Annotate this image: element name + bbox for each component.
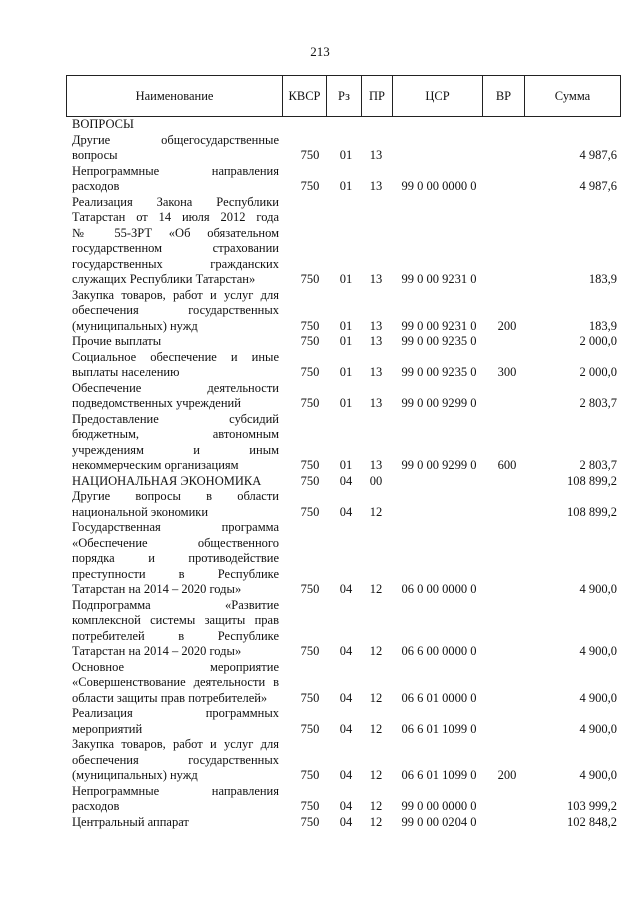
row-name-line: Прочие выплаты [72,334,162,348]
cell-pr: 13 [369,179,383,193]
row-name-line: (муниципальных) нужд [72,768,198,782]
cell-kvsr: 750 [300,504,320,519]
cell-pr: 13 [369,148,383,162]
cell-rz: 04 [339,814,353,829]
row-name-line: Закупка товаров, работ и услуг для [72,287,279,302]
table-header [66,75,621,117]
cell-rz: 01 [339,148,353,162]
row-name-line: Татарстан на 2014 – 2020 годы» [72,582,242,596]
cell-rz: 04 [339,644,353,658]
row-name-line: Подпрограмма «Развитие [72,597,279,612]
cell-pr: 13 [369,458,383,472]
cell-rz: 01 [339,334,353,348]
table-row [0,288,640,335]
row-name-line: (муниципальных) нужд [72,318,198,333]
row-name [72,117,279,133]
table-row [0,381,640,412]
cell-rz: 01 [339,396,353,410]
row-name-line: ВОПРОСЫ [72,117,134,131]
cell-kvsr: 750 [300,334,320,348]
table-row [0,737,640,784]
table-row [0,489,640,520]
row-name-line: Закупка товаров, работ и услуг для [72,737,279,751]
cell-sum: 108 899,2 [567,504,617,519]
cell-rz: 04 [339,799,353,813]
cell-kvsr: 750 [300,644,320,658]
cell-sum: 4 987,6 [579,179,617,193]
cell-csr: 99 0 00 0000 0 [401,799,477,813]
row-name-line: Непрограммные направления [72,783,279,798]
cell-pr: 13 [369,365,383,379]
row-name-line: Социальное обеспечение и иные [72,349,279,364]
cell-csr: 06 6 00 0000 0 [401,644,477,658]
cell-kvsr: 750 [300,768,320,782]
row-name [72,660,279,707]
table-row [0,133,640,164]
row-name-line: Обеспечение деятельности [72,380,279,395]
cell-rz: 01 [339,365,353,379]
cell-csr: 99 0 00 0204 0 [401,814,477,829]
cell-pr: 13 [369,396,383,410]
cell-sum: 183,9 [588,272,617,286]
cell-kvsr: 750 [300,179,320,193]
cell-rz: 04 [339,582,353,596]
cell-rz: 04 [339,504,353,519]
row-name-line: бюджетным, автономным [72,427,279,441]
row-name [72,195,279,288]
cell-vr: 200 [497,318,517,333]
cell-csr: 06 6 01 1099 0 [401,768,477,782]
row-name-line: «Обеспечение общественного [72,535,279,550]
row-name-line: комплексной системы защиты прав [72,613,279,627]
cell-rz: 01 [339,272,353,286]
cell-rz: 04 [339,768,353,782]
cell-kvsr: 750 [300,814,320,829]
row-name-line: расходов [72,799,120,813]
row-name-line: учреждениям и иным [72,442,279,457]
table-row [0,660,640,707]
cell-kvsr: 750 [300,582,320,596]
row-name [72,334,279,350]
row-name-line: выплаты населению [72,365,180,379]
cell-kvsr: 750 [300,272,320,286]
cell-vr: 600 [497,458,517,472]
row-name-line: Другие общегосударственные [72,132,279,147]
row-name [72,350,279,381]
cell-sum: 4 900,0 [579,690,617,705]
header-csr: ЦСР [392,75,482,117]
row-name [72,815,279,831]
row-name-line: вопросы [72,148,118,162]
cell-rz: 01 [339,458,353,472]
table-row [0,334,640,350]
row-name-line: области защиты прав потребителей» [72,690,268,705]
cell-pr: 12 [369,644,383,658]
row-name-line: № 55-ЗРТ «Об обязательном [72,225,279,240]
cell-sum: 2 803,7 [579,458,617,472]
row-name [72,489,279,520]
cell-sum: 102 848,2 [567,814,617,829]
header-sum: Сумма [524,75,621,117]
row-name [72,412,279,474]
cell-sum: 103 999,2 [567,799,617,813]
row-name-line: Государственная программа [72,520,279,534]
table-row [0,474,640,490]
row-name-line: Непрограммные направления [72,163,279,178]
cell-rz: 04 [339,721,353,736]
cell-sum: 4 987,6 [579,148,617,162]
header-pr: ПР [361,75,392,117]
row-name-line: Центральный аппарат [72,814,189,829]
table-row [0,706,640,737]
table-row [0,784,640,815]
cell-pr: 00 [369,473,383,488]
row-name-line: подведомственных учреждений [72,396,241,410]
row-name [72,520,279,598]
cell-csr: 06 0 00 0000 0 [401,582,477,596]
cell-csr: 99 0 00 9235 0 [401,365,477,379]
table-row [0,117,640,133]
row-name [72,706,279,737]
table-row [0,195,640,288]
row-name-line: порядка и противодействие [72,551,279,565]
cell-rz: 04 [339,473,353,488]
row-name [72,381,279,412]
cell-pr: 13 [369,334,383,348]
row-name-line: государственном страховании [72,241,279,255]
cell-kvsr: 750 [300,721,320,736]
cell-vr: 200 [497,768,517,782]
row-name-line: «Совершенствование деятельности в [72,675,279,689]
cell-kvsr: 750 [300,396,320,410]
cell-kvsr: 750 [300,365,320,379]
cell-kvsr: 750 [300,458,320,472]
cell-kvsr: 750 [300,799,320,813]
row-name-line: расходов [72,179,120,193]
row-name-line: Основное мероприятие [72,659,279,674]
cell-pr: 12 [369,690,383,705]
cell-sum: 4 900,0 [579,721,617,736]
row-name-line: Татарстан на 2014 – 2020 годы» [72,644,242,658]
cell-sum: 108 899,2 [567,473,617,488]
row-name-line: мероприятий [72,721,143,736]
cell-sum: 183,9 [588,318,617,333]
row-name-line: национальной экономики [72,504,209,519]
cell-rz: 04 [339,690,353,705]
row-name-line: государственных гражданских [72,256,279,271]
cell-pr: 12 [369,504,383,519]
cell-rz: 01 [339,179,353,193]
row-name-line: Татарстан от 14 июля 2012 года [72,210,279,224]
cell-pr: 13 [369,318,383,333]
cell-pr: 13 [369,272,383,286]
row-name [72,598,279,660]
header-kvsr: КВСР [282,75,326,117]
row-name-line: обеспечения государственных [72,752,279,767]
page-number: 213 [310,44,330,59]
header-vr: ВР [482,75,524,117]
row-name-line: Реализация программных [72,706,279,720]
cell-pr: 12 [369,582,383,596]
cell-csr: 99 0 00 9231 0 [401,318,477,333]
cell-pr: 12 [369,814,383,829]
cell-kvsr: 750 [300,473,320,488]
header-name: Наименование [66,75,282,117]
cell-kvsr: 750 [300,318,320,333]
row-name-line: Предоставление субсидий [72,411,279,426]
row-name-line: преступности в Республике [72,566,279,581]
row-name [72,474,279,490]
table-row [0,598,640,660]
row-name [72,133,279,164]
cell-sum: 2 000,0 [579,334,617,348]
row-name [72,784,279,815]
cell-csr: 99 0 00 9299 0 [401,458,477,472]
cell-kvsr: 750 [300,690,320,705]
cell-rz: 01 [339,318,353,333]
cell-csr: 99 0 00 9235 0 [401,334,477,348]
cell-pr: 12 [369,799,383,813]
table-row [0,164,640,195]
cell-sum: 2 803,7 [579,396,617,410]
cell-csr: 06 6 01 1099 0 [401,721,477,736]
table-row [0,520,640,598]
table-row [0,350,640,381]
cell-csr: 06 6 01 0000 0 [401,690,477,705]
row-name-line: Реализация Закона Республики [72,194,279,209]
row-name [72,164,279,195]
cell-sum: 2 000,0 [579,365,617,379]
row-name-line: потребителей в Республике [72,628,279,643]
row-name-line: Другие вопросы в области [72,489,279,503]
cell-sum: 4 900,0 [579,582,617,596]
cell-csr: 99 0 00 0000 0 [401,179,477,193]
table-row [0,815,640,831]
table-row [0,412,640,474]
row-name-line: НАЦИОНАЛЬНАЯ ЭКОНОМИКА [72,473,262,488]
row-name-line: обеспечения государственных [72,303,279,317]
cell-vr: 300 [497,365,517,379]
row-name [72,288,279,335]
row-name [72,737,279,784]
cell-pr: 12 [369,768,383,782]
cell-sum: 4 900,0 [579,644,617,658]
row-name-line: служащих Республики Татарстан» [72,272,256,286]
header-rz: Рз [326,75,361,117]
row-name-line: некоммерческим организациям [72,458,239,472]
cell-sum: 4 900,0 [579,768,617,782]
cell-kvsr: 750 [300,148,320,162]
cell-csr: 99 0 00 9299 0 [401,396,477,410]
cell-csr: 99 0 00 9231 0 [401,272,477,286]
cell-pr: 12 [369,721,383,736]
